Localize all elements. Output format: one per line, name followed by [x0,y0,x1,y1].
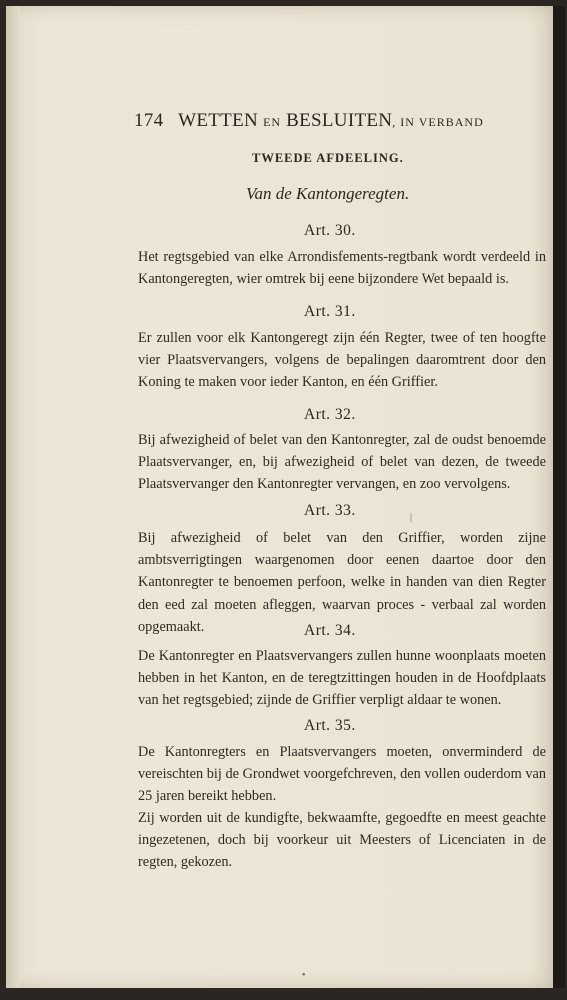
chapter-subtitle: Van de Kantongeregten. [246,184,410,203]
article-heading: Art. 32. [304,406,356,423]
article-heading: Art. 33. [304,502,356,519]
ink-dot: • [302,970,306,981]
article-heading: Art. 35. [304,717,356,734]
article-paragraph: Bij afwezigheid of belet van den Griffier, worden zijne ambtsverrigtingen waargenomen door eenen daartoe door den Kantonregter te benoemen perfoon, welke in handen van dien Regter den eed zal moeten afleggen, waarvan proces - verbaal zal worden opgemaakt. [138,530,546,635]
page-edge-shadow [553,6,565,988]
article-paragraph: Bij afwezigheid of belet van den Kantonregter, zal de oudst benoemde Plaatsvervanger, en, bij afwezigheid of belet van dezen, de tweede Plaatsvervanger den Kantonregter vervangen, en zoo vervolgens. [138,432,546,493]
header-title-besluiten: BESLUITEN [286,110,393,131]
header-title-wetten: WETTEN [178,110,259,131]
article-paragraph: Het regtsgebied van elke Arrondisfements-regtbank wordt verdeeld in Kantongeregten, wier omtrek bij eene bijzondere Wet bepaald is. [138,249,546,288]
article-paragraph: De Kantonregters en Plaatsvervangers moeten, onverminderd de vereischten bij de Grondwet voorgefchreven, den vollen ouderdom van 25 jaren bereikt hebben. [138,744,546,805]
ink-mark: | [410,512,413,523]
header-title-verband: , IN VERBAND [392,115,484,129]
page-spine [6,6,20,988]
article-paragraph: Er zullen voor elk Kantongeregt zijn één Regter, twee of ten hoogfte vier Plaatsvervangers, volgens de bepalingen daaromtrent door den Koning te maken voor ieder Kanton, en één Griffier. [138,330,546,391]
article-heading: Art. 31. [304,303,356,320]
page-number: 174 [134,110,164,131]
article-heading: Art. 34. [304,622,356,639]
book-page [6,6,555,988]
running-header [134,110,484,132]
section-heading: TWEEDE AFDEELING. [252,151,404,165]
article-paragraph: De Kantonregter en Plaatsvervangers zullen hunne woonplaats moeten hebben in het Kanton, en de teregtzittingen houden in de Hoofdplaats van het regtsgebied; zijnde de Griffier verpligt aldaar te wonen. [138,648,546,709]
article-heading: Art. 30. [304,222,356,239]
article-paragraph: Zij worden uit de kundigfte, bekwaamfte, gegoedfte en meest geachte ingezetenen, doch bij voorkeur uit Meesters of Licenciaten in de regten, gekozen. [138,810,546,871]
header-title-en: EN [263,115,282,129]
